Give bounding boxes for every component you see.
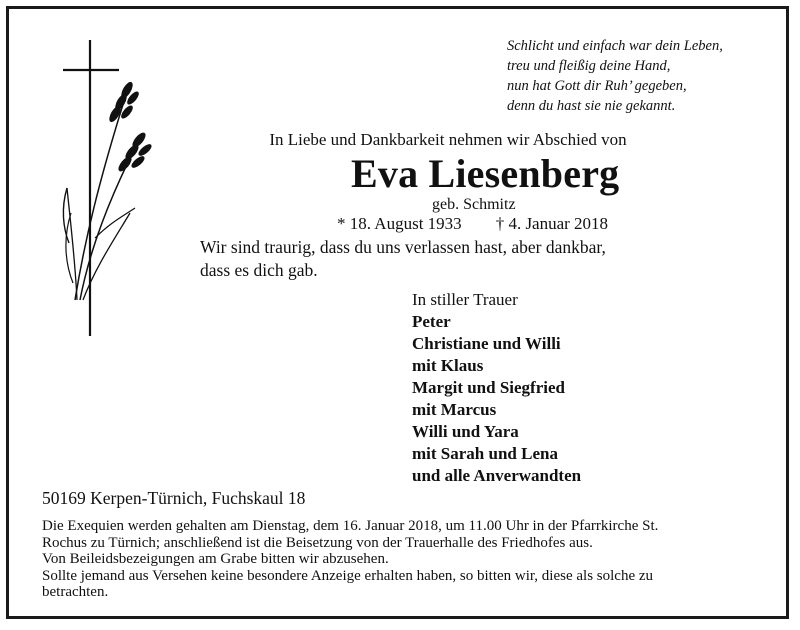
info-line: Sollte jemand aus Versehen keine besondere Anzeige erhalten haben, so bitten wir, diese als solche zu [42,567,654,584]
address: 50169 Kerpen-Türnich, Fuchskaul 18 [42,488,306,508]
deceased-name: Eva Liesenberg [351,151,620,196]
mourner-name: Margit und Siegfried [412,378,565,397]
poem-line: Schlicht und einfach war dein Leben, [507,38,723,54]
cross-wheat-icon [55,38,165,338]
quote-line: Wir sind traurig, dass du uns verlassen hast, aber dankbar, [200,237,606,257]
quote [200,236,680,282]
birth-name: geb. Schmitz [432,196,516,213]
quote-line: dass es dich gab. [200,260,318,280]
mourner-name: mit Klaus [412,356,484,375]
birth-date: * 18. August 1933 [337,214,462,233]
poem-line: nun hat Gott dir Ruh’ gegeben, [507,78,687,94]
info-line: betrachten. [42,584,109,600]
info-line: Die Exequien werden gehalten am Dienstag, dem 16. Januar 2018, um 11.00 Uhr in der Pfarrkirche St. [42,518,659,534]
mourner-name: mit Sarah und Lena [412,444,558,463]
poem [507,36,723,116]
mourner-name: und alle Anverwandten [412,466,582,485]
service-info [42,518,782,601]
intro-text: In Liebe und Dankbarkeit nehmen wir Abschied von [269,130,627,149]
death-date: † 4. Januar 2018 [495,214,609,233]
life-dates [337,214,608,234]
info-line: Von Beileidsbezeigungen am Grabe bitten wir abzusehen. [42,551,389,567]
mourner-name: Willi und Yara [412,422,519,441]
mourners-block [412,289,581,487]
mourner-name: Christiane und Willi [412,334,561,353]
info-line: Rochus zu Türnich; anschließend ist die Beisetzung von der Trauerhalle des Friedhofes aus. [42,534,593,551]
poem-line: denn du hast sie nie gekannt. [507,98,676,114]
mourner-name: Peter [412,312,451,331]
mourner-name: mit Marcus [412,400,497,419]
intro-line [0,130,800,150]
mourners-header: In stiller Trauer [412,290,518,309]
poem-line: treu und fleißig deine Hand, [507,58,671,74]
